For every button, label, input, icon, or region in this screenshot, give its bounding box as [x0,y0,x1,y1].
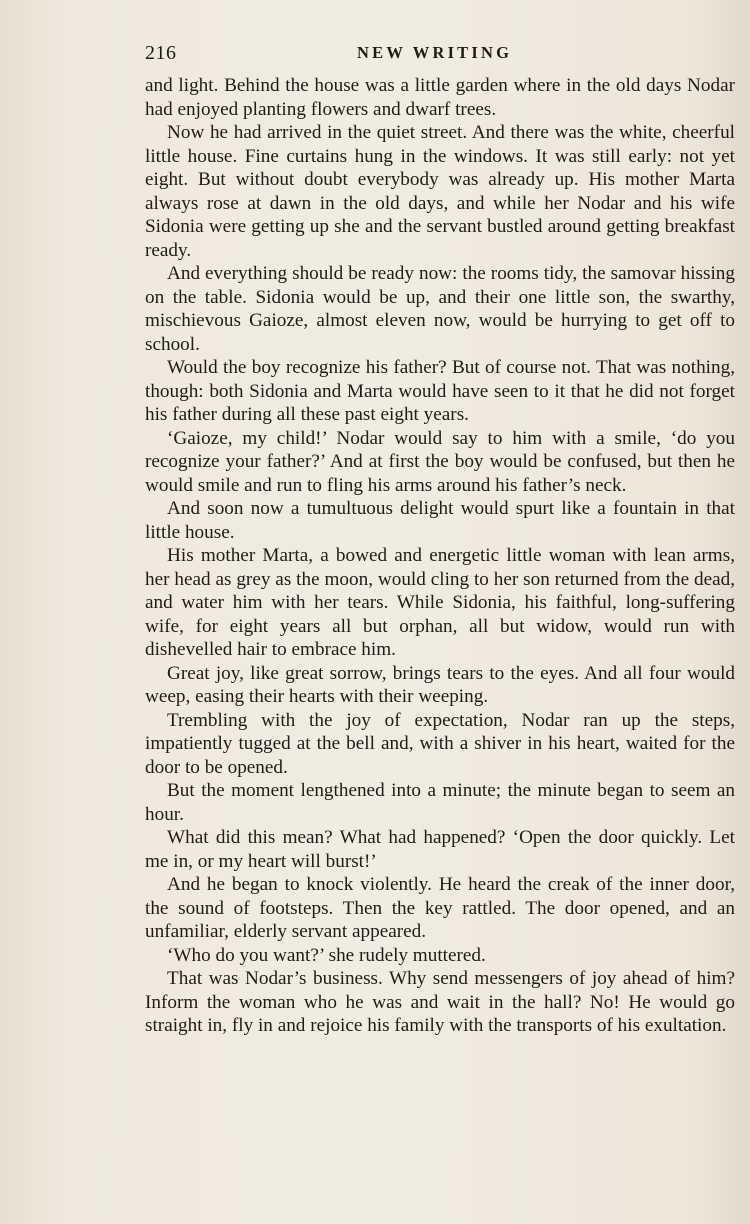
paragraph: What did this mean? What had happened? ‘Open the door quickly. Let me in, or my heart will burst!’ [145,827,735,872]
paragraph: His mother Marta, a bowed and energetic little woman with lean arms, her head as grey as the moon, would cling to her son returned from the dead, and water him with her tears. While Sidonia, his faithful, long-suffering wife, for eight years all but orphan, all but widow, would run with dishevelled hair to embrace him. [145,545,735,660]
paragraph: And he began to knock violently. He heard the creak of the inner door, the sound of footsteps. Then the key rattled. The door opened, and an unfamiliar, elderly servant appeared. [145,874,735,942]
running-head [145,42,735,68]
paragraph: That was Nodar’s business. Why send messengers of joy ahead of him? Inform the woman who he was and wait in the hall? No! He would go straight in, fly in and rejoice his family with the transports of his exultation. [145,968,735,1036]
paragraph: But the moment lengthened into a minute; the minute began to seem an hour. [145,780,735,825]
paragraph: ‘Who do you want?’ she rudely muttered. [167,944,486,966]
body-text [145,74,735,1038]
paragraph: Now he had arrived in the quiet street. And there was the white, cheerful little house. Fine curtains hung in the windows. It was still early: not yet eight. But without doubt everybody was already up. His mother Marta always rose at dawn in the old days, and while her Nodar and his wife Sidonia were getting up she and the servant bustled around getting breakfast ready. [145,122,735,261]
page-number: 216 [145,42,177,64]
paragraph: and light. Behind the house was a little garden where in the old days Nodar had enjoyed planting flowers and dwarf trees. [145,75,735,120]
paragraph: ‘Gaioze, my child!’ Nodar would say to him with a smile, ‘do you recognize your father?’ And at first the boy would be confused, but then he would smile and run to fling his arms around his father’s neck. [145,427,735,496]
paragraph: And everything should be ready now: the rooms tidy, the samovar hissing on the table. Sidonia would be up, and their one little son, the swarthy, mischievous Gaioze, almost eleven now, would be hurrying to get off to school. [145,263,735,355]
running-title: NEW WRITING [357,43,513,62]
paragraph: Trembling with the joy of expectation, Nodar ran up the steps, impatiently tugged at the bell and, with a shiver in his heart, waited for the door to be opened. [145,709,735,778]
paragraph: And soon now a tumultuous delight would spurt like a fountain in that little house. [145,498,735,543]
paragraph: Great joy, like great sorrow, brings tears to the eyes. And all four would weep, easing their hearts with their weeping. [145,662,735,707]
paragraph: Would the boy recognize his father? But of course not. That was nothing, though: both Sidonia and Marta would have seen to it that he did not forget his father during all these past eight years. [145,357,735,425]
